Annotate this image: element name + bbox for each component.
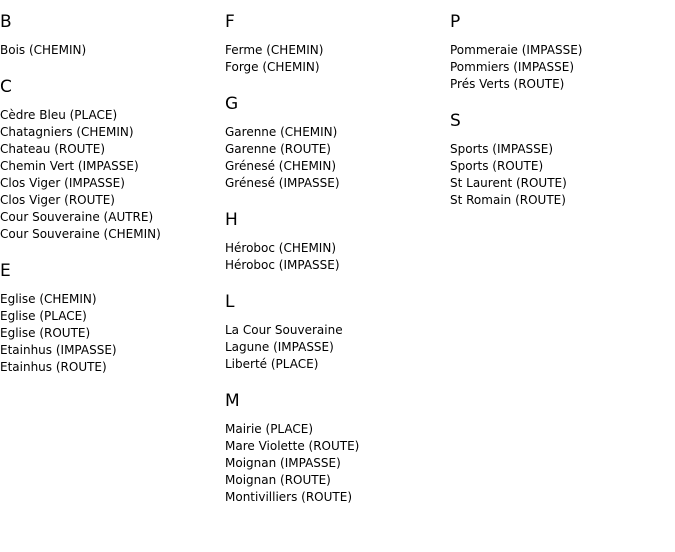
street-item: Sports (ROUTE) [450, 159, 544, 173]
street-group-m [225, 391, 445, 506]
street-item: Héroboc (CHEMIN) [225, 241, 337, 255]
street-index-column-2 [225, 0, 445, 506]
street-item: Forge (CHEMIN) [225, 60, 320, 74]
street-item: St Laurent (ROUTE) [450, 176, 567, 190]
street-index-column-1 [0, 0, 220, 376]
street-item: Chateau (ROUTE) [0, 142, 106, 156]
street-item: Liberté (PLACE) [225, 357, 319, 371]
street-list [0, 42, 220, 59]
street-item: Pommeraie (IMPASSE) [450, 43, 583, 57]
street-list [225, 240, 445, 274]
street-item: Eglise (ROUTE) [0, 326, 91, 340]
street-item: Grénesé (IMPASSE) [225, 176, 340, 190]
street-item: Garenne (ROUTE) [225, 142, 331, 156]
street-group-f [225, 12, 445, 76]
group-letter-heading: G [225, 94, 239, 114]
street-item: Montivilliers (ROUTE) [225, 490, 353, 504]
street-group-g [225, 94, 445, 192]
street-item: Etainhus (ROUTE) [0, 360, 107, 374]
street-item: La Cour Souveraine [225, 323, 343, 337]
street-item: Chatagniers (CHEMIN) [0, 125, 134, 139]
street-item: Moignan (ROUTE) [225, 473, 331, 487]
street-item: Cour Souveraine (AUTRE) [0, 210, 154, 224]
street-item: Clos Viger (IMPASSE) [0, 176, 125, 190]
street-group-l [225, 292, 445, 373]
street-item: Ferme (CHEMIN) [225, 43, 324, 57]
street-item: Eglise (PLACE) [0, 309, 87, 323]
street-list [450, 141, 670, 209]
street-index-column-3 [450, 0, 670, 209]
group-letter-heading: C [0, 77, 12, 97]
street-item: Garenne (CHEMIN) [225, 125, 338, 139]
street-list [225, 322, 445, 373]
street-list [225, 42, 445, 76]
street-item: Prés Verts (ROUTE) [450, 77, 565, 91]
street-group-p [450, 12, 670, 93]
group-letter-heading: P [450, 12, 461, 32]
group-letter-heading: B [0, 12, 12, 32]
street-group-c [0, 77, 220, 243]
street-item: Sports (IMPASSE) [450, 142, 554, 156]
street-group-s [450, 111, 670, 209]
street-list [225, 421, 445, 506]
street-item: Cèdre Bleu (PLACE) [0, 108, 118, 122]
street-item: Etainhus (IMPASSE) [0, 343, 117, 357]
street-item: St Romain (ROUTE) [450, 193, 566, 207]
street-list [450, 42, 670, 93]
street-list [0, 107, 220, 243]
street-item: Mare Violette (ROUTE) [225, 439, 360, 453]
street-item: Pommiers (IMPASSE) [450, 60, 574, 74]
street-group-b [0, 12, 220, 59]
group-letter-heading: F [225, 12, 235, 32]
street-item: Bois (CHEMIN) [0, 43, 87, 57]
group-letter-heading: H [225, 210, 238, 230]
street-item: Grénesé (CHEMIN) [225, 159, 337, 173]
street-list [0, 291, 220, 376]
group-letter-heading: S [450, 111, 461, 131]
street-item: Chemin Vert (IMPASSE) [0, 159, 139, 173]
street-item: Eglise (CHEMIN) [0, 292, 97, 306]
street-item: Cour Souveraine (CHEMIN) [0, 227, 161, 241]
group-letter-heading: E [0, 261, 11, 281]
street-item: Lagune (IMPASSE) [225, 340, 334, 354]
street-item: Mairie (PLACE) [225, 422, 314, 436]
group-letter-heading: L [225, 292, 235, 312]
street-group-h [225, 210, 445, 274]
street-list [225, 124, 445, 192]
street-item: Moignan (IMPASSE) [225, 456, 341, 470]
street-item: Héroboc (IMPASSE) [225, 258, 340, 272]
street-group-e [0, 261, 220, 376]
group-letter-heading: M [225, 391, 240, 411]
street-item: Clos Viger (ROUTE) [0, 193, 115, 207]
